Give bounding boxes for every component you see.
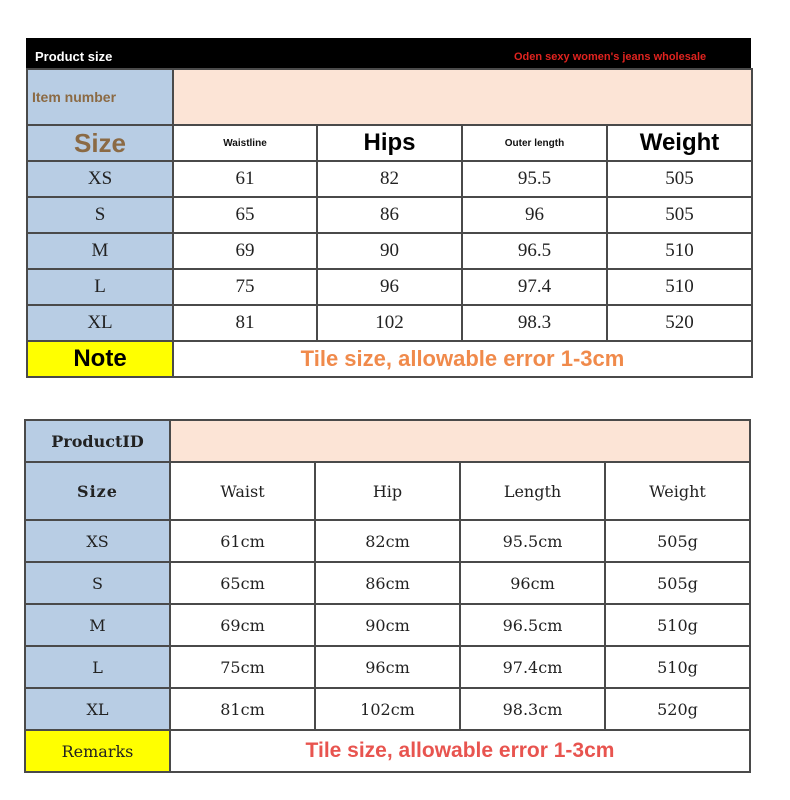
hip-cell: 86cm	[315, 562, 460, 604]
remarks-row	[25, 730, 750, 772]
hips-cell: 102	[317, 305, 462, 341]
size-cell: M	[27, 233, 173, 269]
weight-cell: 510	[607, 233, 752, 269]
table-row	[25, 688, 750, 730]
length-cell: 95.5cm	[460, 520, 605, 562]
column-header-weight: Weight	[605, 462, 750, 520]
waistline-cell: 69	[173, 233, 317, 269]
weight-cell: 520	[607, 305, 752, 341]
hip-cell: 90cm	[315, 604, 460, 646]
waist-cell: 61cm	[170, 520, 315, 562]
column-header-size: Size	[25, 462, 170, 520]
outer-length-cell: 96	[462, 197, 607, 233]
outer-length-cell: 96.5	[462, 233, 607, 269]
waist-cell: 65cm	[170, 562, 315, 604]
outer-length-cell: 97.4	[462, 269, 607, 305]
remarks-text: Tile size, allowable error 1-3cm	[170, 730, 750, 772]
column-header-hips: Hips	[317, 125, 462, 161]
table-row	[25, 562, 750, 604]
column-header-waist: Waist	[170, 462, 315, 520]
column-header-waistline: Waistline	[173, 125, 317, 161]
column-header-outer-length: Outer length	[462, 125, 607, 161]
table-row	[25, 604, 750, 646]
size-cell: XS	[25, 520, 170, 562]
waistline-cell: 65	[173, 197, 317, 233]
waistline-cell: 61	[173, 161, 317, 197]
note-label: Note	[27, 341, 173, 377]
table-row	[27, 161, 752, 197]
remarks-label: Remarks	[25, 730, 170, 772]
length-cell: 96cm	[460, 562, 605, 604]
length-cell: 96.5cm	[460, 604, 605, 646]
size-cell: S	[27, 197, 173, 233]
size-table	[26, 68, 753, 378]
hips-cell: 90	[317, 233, 462, 269]
hips-cell: 82	[317, 161, 462, 197]
weight-cell: 505	[607, 197, 752, 233]
hip-cell: 102cm	[315, 688, 460, 730]
size-cell: XS	[27, 161, 173, 197]
table-row	[27, 197, 752, 233]
length-cell: 97.4cm	[460, 646, 605, 688]
size-cell: XL	[25, 688, 170, 730]
weight-cell: 520g	[605, 688, 750, 730]
weight-cell: 505g	[605, 520, 750, 562]
weight-cell: 510g	[605, 604, 750, 646]
size-cell: L	[27, 269, 173, 305]
outer-length-cell: 95.5	[462, 161, 607, 197]
item-number-row	[27, 69, 752, 125]
size-table-brand-note: Oden sexy women's jeans wholesale	[514, 51, 707, 63]
size-cell: S	[25, 562, 170, 604]
item-number-label-cell	[27, 69, 173, 125]
product-id-value	[170, 420, 750, 462]
length-cell: 98.3cm	[460, 688, 605, 730]
hip-cell: 82cm	[315, 520, 460, 562]
weight-cell: 505	[607, 161, 752, 197]
product-size-table	[24, 419, 751, 773]
size-cell: L	[25, 646, 170, 688]
weight-cell: 505g	[605, 562, 750, 604]
table-row	[27, 233, 752, 269]
column-header-weight: Weight	[607, 125, 752, 161]
waist-cell: 81cm	[170, 688, 315, 730]
hip-cell: 96cm	[315, 646, 460, 688]
hips-cell: 96	[317, 269, 462, 305]
waistline-cell: 75	[173, 269, 317, 305]
table-row	[27, 269, 752, 305]
size-cell: M	[25, 604, 170, 646]
column-header-length: Length	[460, 462, 605, 520]
table-row	[25, 646, 750, 688]
size-table-column-header-row	[27, 125, 752, 161]
table-row	[27, 305, 752, 341]
table-row	[25, 520, 750, 562]
weight-cell: 510	[607, 269, 752, 305]
product-table-column-header-row	[25, 462, 750, 520]
product-id-label: ProductID	[25, 420, 170, 462]
waist-cell: 69cm	[170, 604, 315, 646]
note-text: Tile size, allowable error 1-3cm	[173, 341, 752, 377]
column-header-size: Size	[27, 125, 173, 161]
item-number-value	[173, 69, 752, 125]
note-row	[27, 341, 752, 377]
weight-cell: 510g	[605, 646, 750, 688]
item-number-label: Item number	[32, 89, 117, 105]
column-header-hip: Hip	[315, 462, 460, 520]
product-id-row	[25, 420, 750, 462]
waistline-cell: 81	[173, 305, 317, 341]
size-table-title: Product size	[35, 49, 113, 64]
outer-length-cell: 98.3	[462, 305, 607, 341]
hips-cell: 86	[317, 197, 462, 233]
size-cell: XL	[27, 305, 173, 341]
waist-cell: 75cm	[170, 646, 315, 688]
